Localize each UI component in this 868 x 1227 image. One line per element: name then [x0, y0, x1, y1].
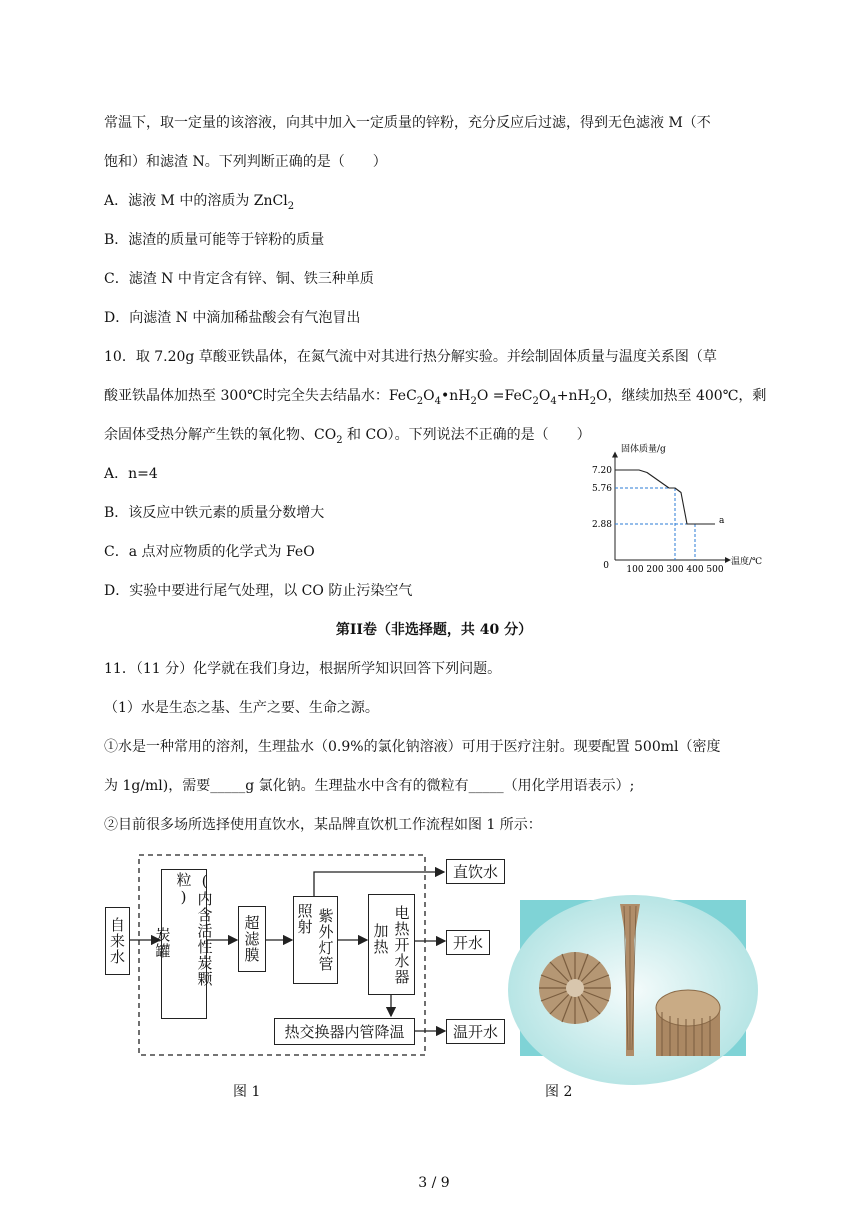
pleated-filter-left	[539, 952, 611, 1024]
uv-col-2: 照射	[295, 903, 314, 935]
q9-option-a-text: A．滤液 M 中的溶质为 ZnCl	[104, 193, 288, 209]
q10-text: •nH	[441, 388, 471, 404]
page-number: 3 / 9	[418, 1175, 450, 1191]
carbon-tank-note: (内含活性炭颗粒)	[174, 872, 214, 987]
q10-option-b: B．该反应中铁元素的质量分数增大	[104, 505, 325, 521]
q10-text: O	[423, 388, 435, 404]
origin-label: 0	[603, 561, 609, 571]
warm-water-box: 温开水	[446, 1019, 505, 1044]
x-axis-label: 温度/℃	[731, 557, 763, 567]
figure-2-caption: 图 2	[545, 1084, 573, 1100]
uv-col-1: 紫外灯管	[316, 908, 335, 972]
uv-lamp-box	[293, 896, 338, 984]
q10-option-d: D．实验中要进行尾气处理，以 CO 防止污染空气	[104, 583, 413, 599]
q11-part1: （1）水是生态之基、生产之要、生命之源。	[104, 700, 379, 716]
subscript: 2	[589, 395, 597, 407]
heater-col-1: 电热开水器	[392, 905, 411, 985]
q10-text: O，继续加热至 400℃，剩	[596, 388, 767, 404]
filter-photo	[520, 900, 746, 1056]
cylinder-filter-right	[656, 990, 720, 1056]
x-tick-label: 300	[666, 565, 684, 575]
q9-option-d: D．向滤渣 N 中滴加稀盐酸会有气泡冒出	[104, 310, 361, 326]
q10-option-c: C．a 点对应物质的化学式为 FeO	[104, 544, 315, 560]
subscript: 2	[287, 200, 295, 212]
q9-stem-line2: 饱和）和滤渣 N。下列判断正确的是（ ）	[104, 154, 387, 170]
boiling-water-box: 开水	[446, 930, 490, 955]
electric-heater-box	[368, 894, 415, 995]
q9-option-c: C．滤渣 N 中肯定含有锌、铜、铁三种单质	[104, 271, 374, 287]
y-axis-label: 固体质量/g	[621, 444, 666, 455]
q10-text: 余固体受热分解产生铁的氧化物、CO	[104, 427, 337, 443]
q10-stem-line1: 10．取 7.20g 草酸亚铁晶体，在氮气流中对其进行热分解实验。并绘制固体质量与温度关系图（草	[104, 349, 717, 365]
q10-option-a: A．n=4	[104, 466, 158, 482]
subscript: 2	[336, 434, 343, 446]
q11-part1-1-line2: 为 1g/ml)，需要_____g 氯化钠。生理盐水中含有的微粒有_____（用化学用语表示）;	[104, 778, 635, 794]
direct-water-box: 直饮水	[446, 859, 505, 884]
y-tick-label: 5.76	[591, 484, 612, 494]
subscript: 4	[434, 395, 442, 407]
tap-water-box: 自来水	[105, 907, 130, 975]
q11-title: 11．（11 分）化学就在我们身边，根据所学知识回答下列问题。	[104, 661, 502, 677]
point-a-label: a	[719, 516, 725, 526]
q10-text: +nH	[556, 388, 590, 404]
q10-text: O	[538, 388, 551, 404]
carbon-tank-box	[153, 869, 214, 1019]
x-tick-label: 500	[706, 565, 724, 575]
heater-col-2: 加热	[371, 923, 390, 955]
heat-exchanger-box: 热交换器内管降温	[274, 1018, 415, 1045]
y-tick-label: 7.20	[591, 466, 612, 476]
q10-text: 酸亚铁晶体加热至 300℃时完全失去结晶水：FeC	[104, 388, 417, 404]
q10-text: 和 CO）。下列说法不正确的是（ ）	[342, 427, 591, 443]
q11-part1-2: ②目前很多场所选择使用直饮水，某品牌直饮机工作流程如图 1 所示：	[104, 817, 542, 833]
subscript: 4	[550, 395, 557, 407]
ultrafiltration-box: 超滤膜	[238, 906, 266, 972]
x-tick-label: 100	[626, 565, 644, 575]
q10-text: O =FeC	[476, 388, 533, 404]
subscript: 2	[416, 395, 424, 407]
y-tick-label: 2.88	[591, 520, 612, 530]
q11-part1-1-line1: ①水是一种常用的溶剂，生理盐水（0.9%的氯化钠溶液）可用于医疗注射。现要配置 500ml（密度	[104, 739, 721, 755]
x-tick-label: 200	[646, 565, 664, 575]
carbon-tank-label: 炭罐	[153, 927, 172, 959]
q9-option-b: B．滤渣的质量可能等于锌粉的质量	[104, 232, 325, 248]
subscript: 2	[470, 395, 477, 407]
section-ii-title: 第II卷（非选择题，共 40 分）	[335, 622, 533, 638]
q9-stem-line1: 常温下，取一定量的该溶液，向其中加入一定质量的锌粉，充分反应后过滤，得到无色滤液 M（不	[104, 115, 711, 131]
x-tick-label: 400	[686, 565, 704, 575]
subscript: 2	[532, 395, 539, 407]
figure-1-caption: 图 1	[233, 1084, 261, 1100]
